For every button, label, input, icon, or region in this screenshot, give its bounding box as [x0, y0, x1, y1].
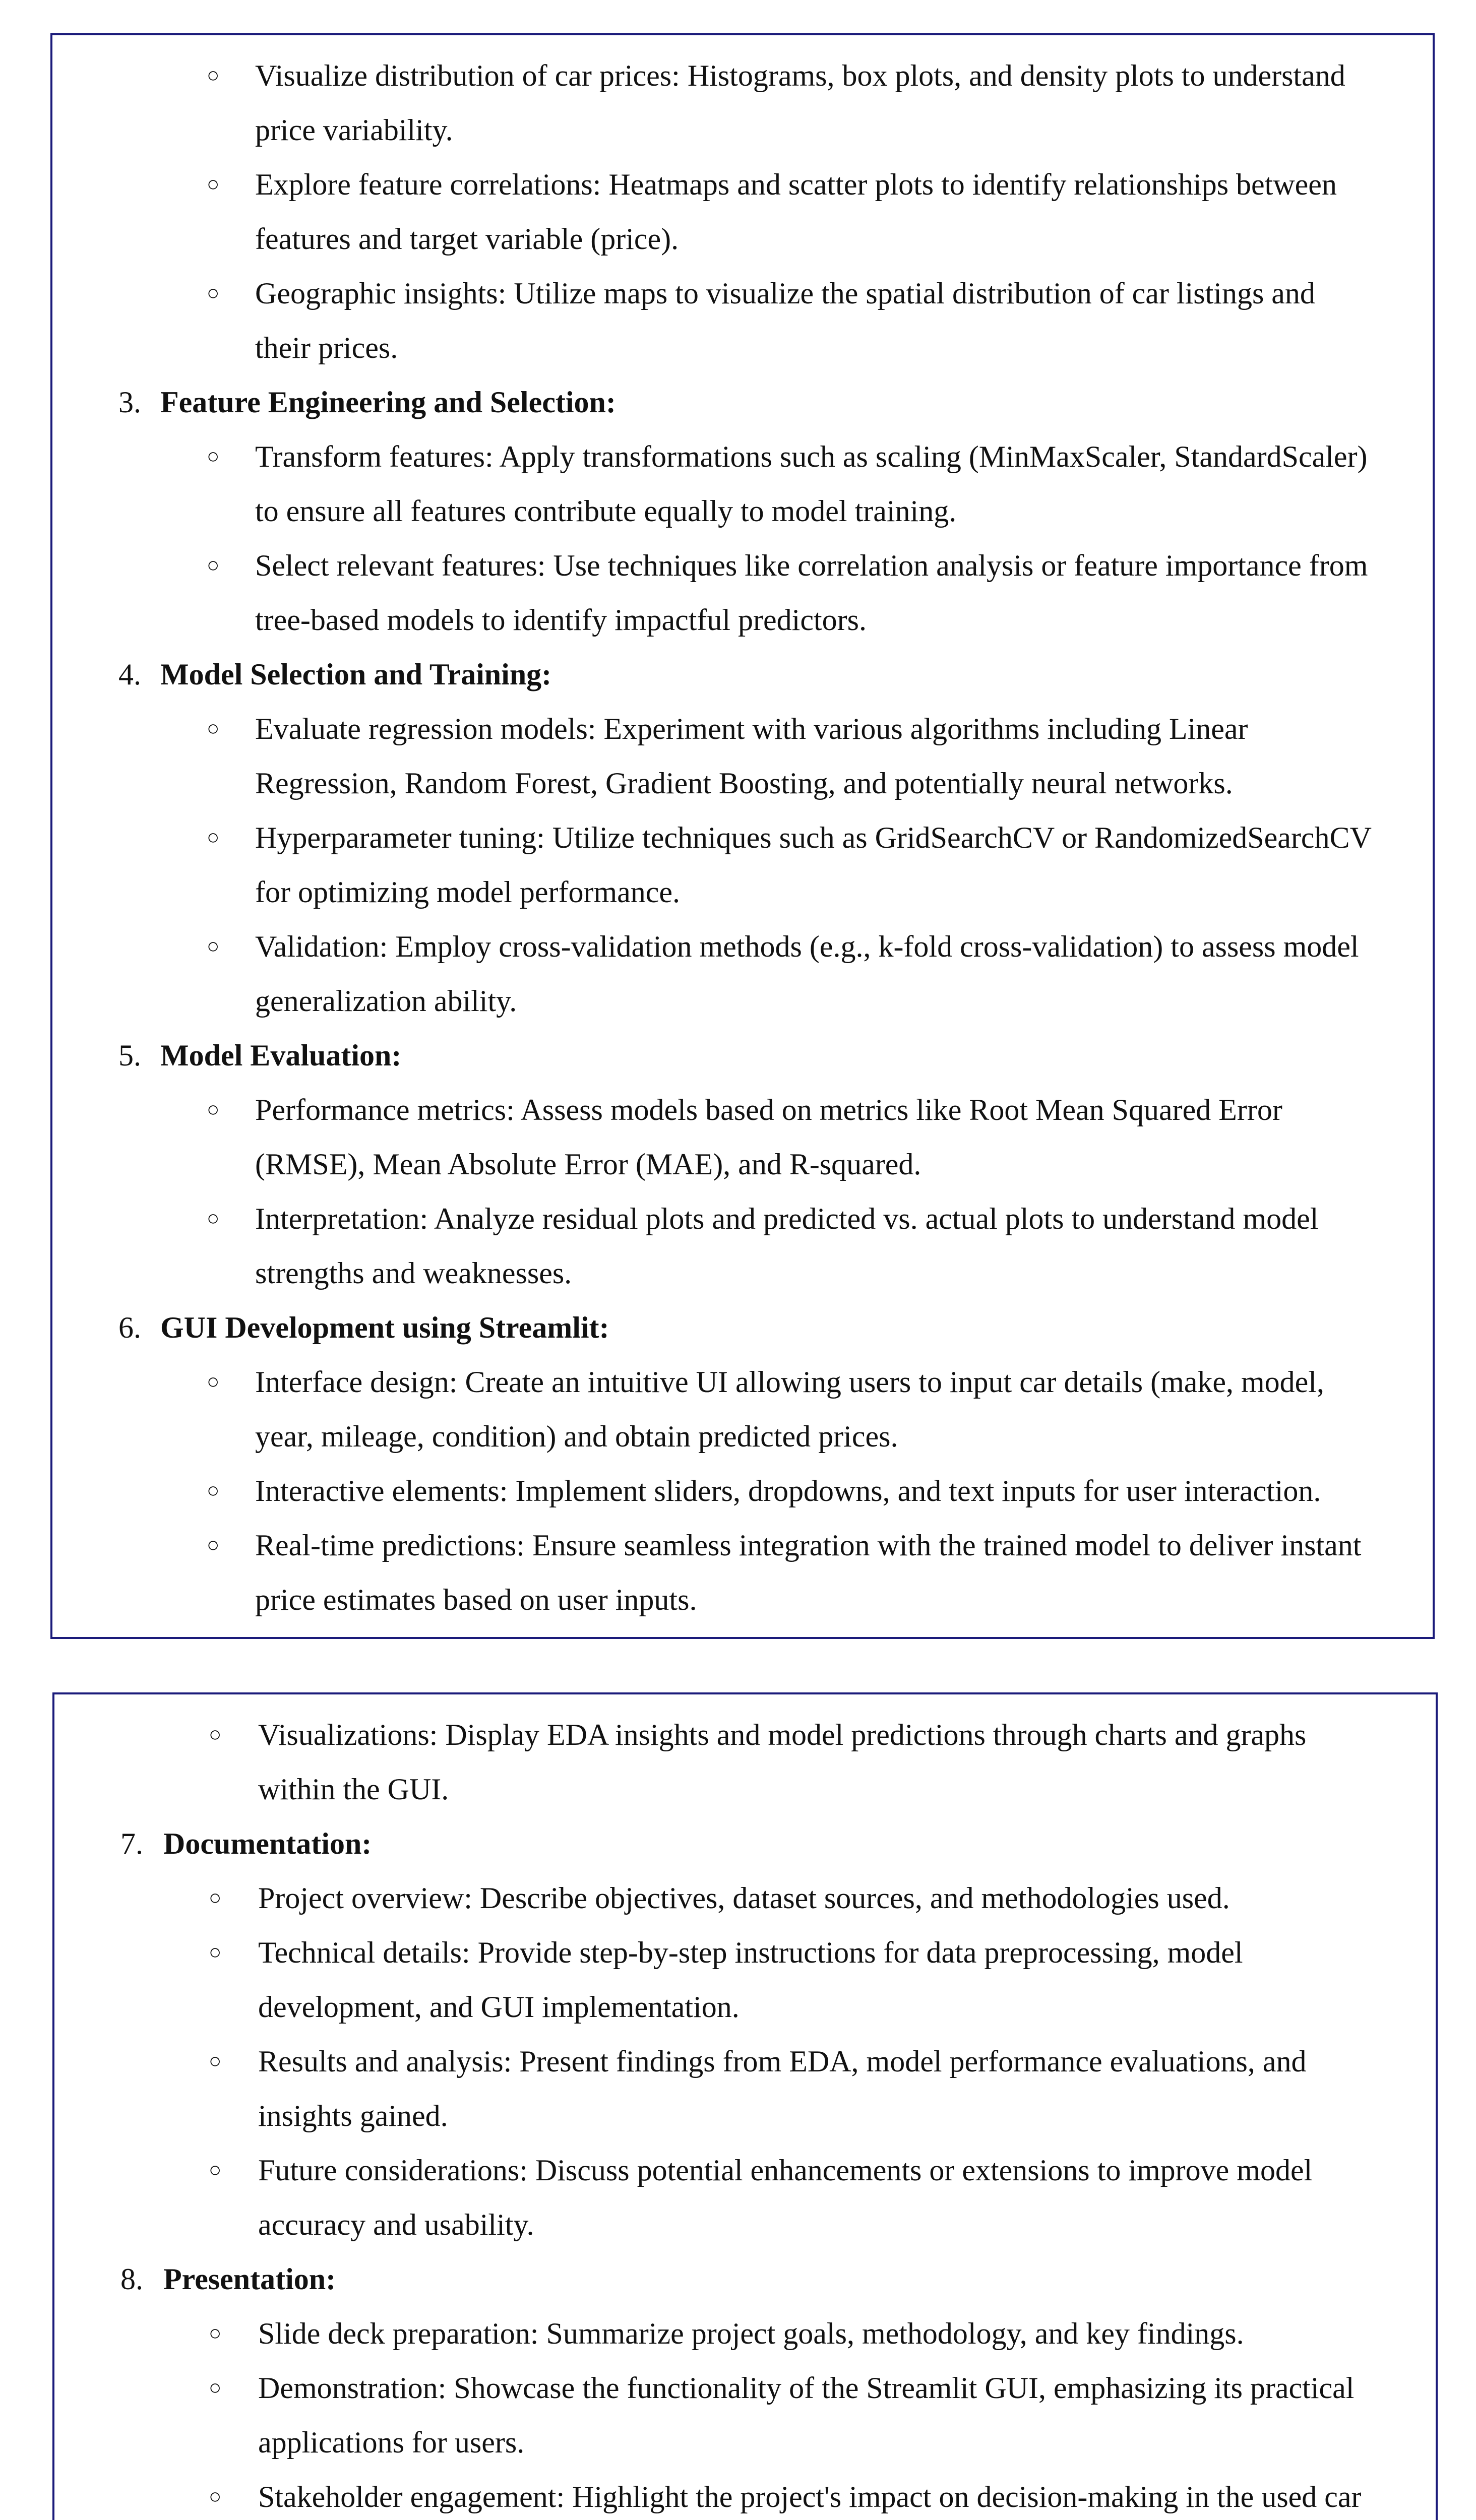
hollow-circle-bullet-icon: ○ [209, 1723, 222, 1746]
section-number: 4. [118, 658, 141, 691]
list-item-text: Interface design: Create an intuitive UI allowing users to input car details (make, model, [255, 1365, 1324, 1399]
list-item-continuation [52, 865, 1433, 919]
list-item [54, 2306, 1436, 2361]
section-number: 7. [120, 1827, 143, 1860]
list-item [52, 48, 1433, 103]
list-item-text: Interactive elements: Implement sliders, dropdowns, and text inputs for user interaction. [255, 1474, 1321, 1507]
hollow-circle-bullet-icon: ○ [207, 554, 220, 577]
list-item-text-continued: Regression, Random Forest, Gradient Boosting, and potentially neural networks. [255, 767, 1233, 800]
list-item [52, 1355, 1433, 1409]
list-item [54, 1708, 1436, 1762]
list-item-text: Geographic insights: Utilize maps to visualize the spatial distribution of car listings and [255, 277, 1315, 310]
list-item [52, 266, 1433, 321]
list-item-text: Visualizations: Display EDA insights and model predictions through charts and graphs [258, 1718, 1307, 1751]
list-item-continuation [52, 484, 1433, 538]
list-item-continuation [52, 1246, 1433, 1300]
hollow-circle-bullet-icon: ○ [207, 1534, 220, 1557]
hollow-circle-bullet-icon: ○ [209, 2050, 222, 2073]
list-item-continuation [52, 1409, 1433, 1464]
list-item-text: Slide deck preparation: Summarize project goals, methodology, and key findings. [258, 2317, 1244, 2350]
section-heading-line [52, 1028, 1433, 1083]
list-item [54, 2034, 1436, 2089]
list-item [52, 919, 1433, 974]
list-item [54, 2470, 1436, 2520]
list-item-text-continued: accuracy and usability. [258, 2208, 534, 2241]
list-item [52, 1518, 1433, 1572]
list-item [54, 2361, 1436, 2415]
list-item-text: Select relevant features: Use techniques like correlation analysis or feature importance from [255, 549, 1368, 582]
hollow-circle-bullet-icon: ○ [209, 2159, 222, 2182]
section-number: 3. [118, 386, 141, 419]
hollow-circle-bullet-icon: ○ [207, 935, 220, 958]
section-heading: Documentation: [163, 1827, 372, 1860]
list-item-text-continued: for optimizing model performance. [255, 875, 681, 909]
hollow-circle-bullet-icon: ○ [207, 1098, 220, 1121]
hollow-circle-bullet-icon: ○ [207, 1207, 220, 1230]
hollow-circle-bullet-icon: ○ [209, 2322, 222, 2345]
section-heading-line [54, 2252, 1436, 2306]
list-item [54, 2143, 1436, 2197]
list-item-text: Performance metrics: Assess models based on metrics like Root Mean Squared Error [255, 1093, 1282, 1126]
list-item-text: Visualize distribution of car prices: Histograms, box plots, and density plots to understand [255, 59, 1345, 92]
hollow-circle-bullet-icon: ○ [209, 2485, 222, 2508]
list-item [52, 429, 1433, 484]
hollow-circle-bullet-icon: ○ [207, 1479, 220, 1502]
list-item [54, 1871, 1436, 1925]
list-item [52, 1464, 1433, 1518]
hollow-circle-bullet-icon: ○ [209, 1886, 222, 1910]
hollow-circle-bullet-icon: ○ [207, 717, 220, 740]
list-item-text-continued: year, mileage, condition) and obtain predicted prices. [255, 1420, 898, 1453]
hollow-circle-bullet-icon: ○ [207, 64, 220, 87]
list-item-text: Interpretation: Analyze residual plots and predicted vs. actual plots to understand model [255, 1202, 1319, 1235]
list-item [54, 1925, 1436, 1980]
list-item-continuation [54, 2089, 1436, 2143]
list-item-text-continued: to ensure all features contribute equally to model training. [255, 494, 957, 528]
list-item-continuation [54, 2415, 1436, 2470]
list-item-continuation [52, 103, 1433, 157]
document-page-1 [50, 33, 1435, 1639]
list-item-text-continued: applications for users. [258, 2426, 525, 2459]
list-item-text-continued: price estimates based on user inputs. [255, 1583, 697, 1616]
section-number: 5. [118, 1039, 141, 1072]
list-item [52, 810, 1433, 865]
list-item-text-continued: generalization ability. [255, 984, 517, 1018]
hollow-circle-bullet-icon: ○ [207, 445, 220, 468]
hollow-circle-bullet-icon: ○ [207, 826, 220, 849]
list-item-text: Evaluate regression models: Experiment with various algorithms including Linear [255, 712, 1248, 745]
hollow-circle-bullet-icon: ○ [207, 1370, 220, 1394]
list-item-continuation [54, 2197, 1436, 2252]
list-item-text-continued: their prices. [255, 331, 398, 364]
list-item-continuation [54, 1762, 1436, 1816]
list-item-continuation [52, 756, 1433, 810]
document-page-2 [52, 1692, 1438, 2520]
page-2-content [54, 1708, 1436, 2520]
list-item [52, 1191, 1433, 1246]
list-item-text-continued: insights gained. [258, 2099, 448, 2132]
hollow-circle-bullet-icon: ○ [207, 282, 220, 305]
section-heading-line [54, 1816, 1436, 1871]
list-item-text: Transform features: Apply transformations such as scaling (MinMaxScaler, StandardScaler) [255, 440, 1368, 473]
list-item-text-continued: development, and GUI implementation. [258, 1990, 740, 2024]
hollow-circle-bullet-icon: ○ [209, 1941, 222, 1964]
section-heading-line [52, 647, 1433, 702]
list-item-continuation [52, 974, 1433, 1028]
list-item-text-continued: tree-based models to identify impactful predictors. [255, 603, 867, 637]
list-item-text-continued: within the GUI. [258, 1773, 449, 1806]
list-item [52, 702, 1433, 756]
list-item-text: Hyperparameter tuning: Utilize techniques such as GridSearchCV or RandomizedSearchCV [255, 821, 1372, 854]
list-item-continuation [54, 1980, 1436, 2034]
list-item-text-continued: strengths and weaknesses. [255, 1256, 572, 1290]
section-heading: GUI Development using Streamlit: [160, 1311, 609, 1344]
list-item-continuation [52, 593, 1433, 647]
page-1-content [52, 48, 1433, 1627]
list-item-continuation [52, 212, 1433, 266]
list-item [52, 1083, 1433, 1137]
list-item-text: Project overview: Describe objectives, dataset sources, and methodologies used. [258, 1881, 1230, 1915]
list-item-text: Real-time predictions: Ensure seamless integration with the trained model to deliver instant [255, 1529, 1362, 1562]
section-heading: Model Selection and Training: [160, 658, 552, 691]
section-heading: Feature Engineering and Selection: [160, 386, 616, 419]
list-item-text: Demonstration: Showcase the functionality of the Streamlit GUI, emphasizing its practical [258, 2371, 1355, 2405]
list-item-text-continued: price variability. [255, 113, 453, 147]
section-heading: Model Evaluation: [160, 1039, 402, 1072]
list-item-text-continued: (RMSE), Mean Absolute Error (MAE), and R-squared. [255, 1148, 921, 1181]
list-item-text: Results and analysis: Present findings from EDA, model performance evaluations, and [258, 2045, 1307, 2078]
list-item-continuation [52, 1572, 1433, 1627]
list-item [52, 538, 1433, 593]
section-number: 6. [118, 1311, 141, 1344]
hollow-circle-bullet-icon: ○ [209, 2376, 222, 2400]
list-item-text: Stakeholder engagement: Highlight the project's impact on decision-making in the used car [258, 2480, 1362, 2513]
list-item-text: Validation: Employ cross-validation methods (e.g., k-fold cross-validation) to assess model [255, 930, 1359, 963]
section-number: 8. [120, 2262, 143, 2296]
list-item-text-continued: features and target variable (price). [255, 222, 679, 256]
section-heading-line [52, 375, 1433, 429]
list-item-continuation [52, 321, 1433, 375]
list-item-continuation [52, 1137, 1433, 1191]
list-item-text: Explore feature correlations: Heatmaps and scatter plots to identify relationships between [255, 168, 1337, 201]
list-item [52, 157, 1433, 212]
section-heading-line [52, 1300, 1433, 1355]
list-item-text: Technical details: Provide step-by-step instructions for data preprocessing, model [258, 1936, 1243, 1969]
list-item-text: Future considerations: Discuss potential enhancements or extensions to improve model [258, 2154, 1313, 2187]
hollow-circle-bullet-icon: ○ [207, 173, 220, 196]
section-heading: Presentation: [163, 2262, 336, 2296]
